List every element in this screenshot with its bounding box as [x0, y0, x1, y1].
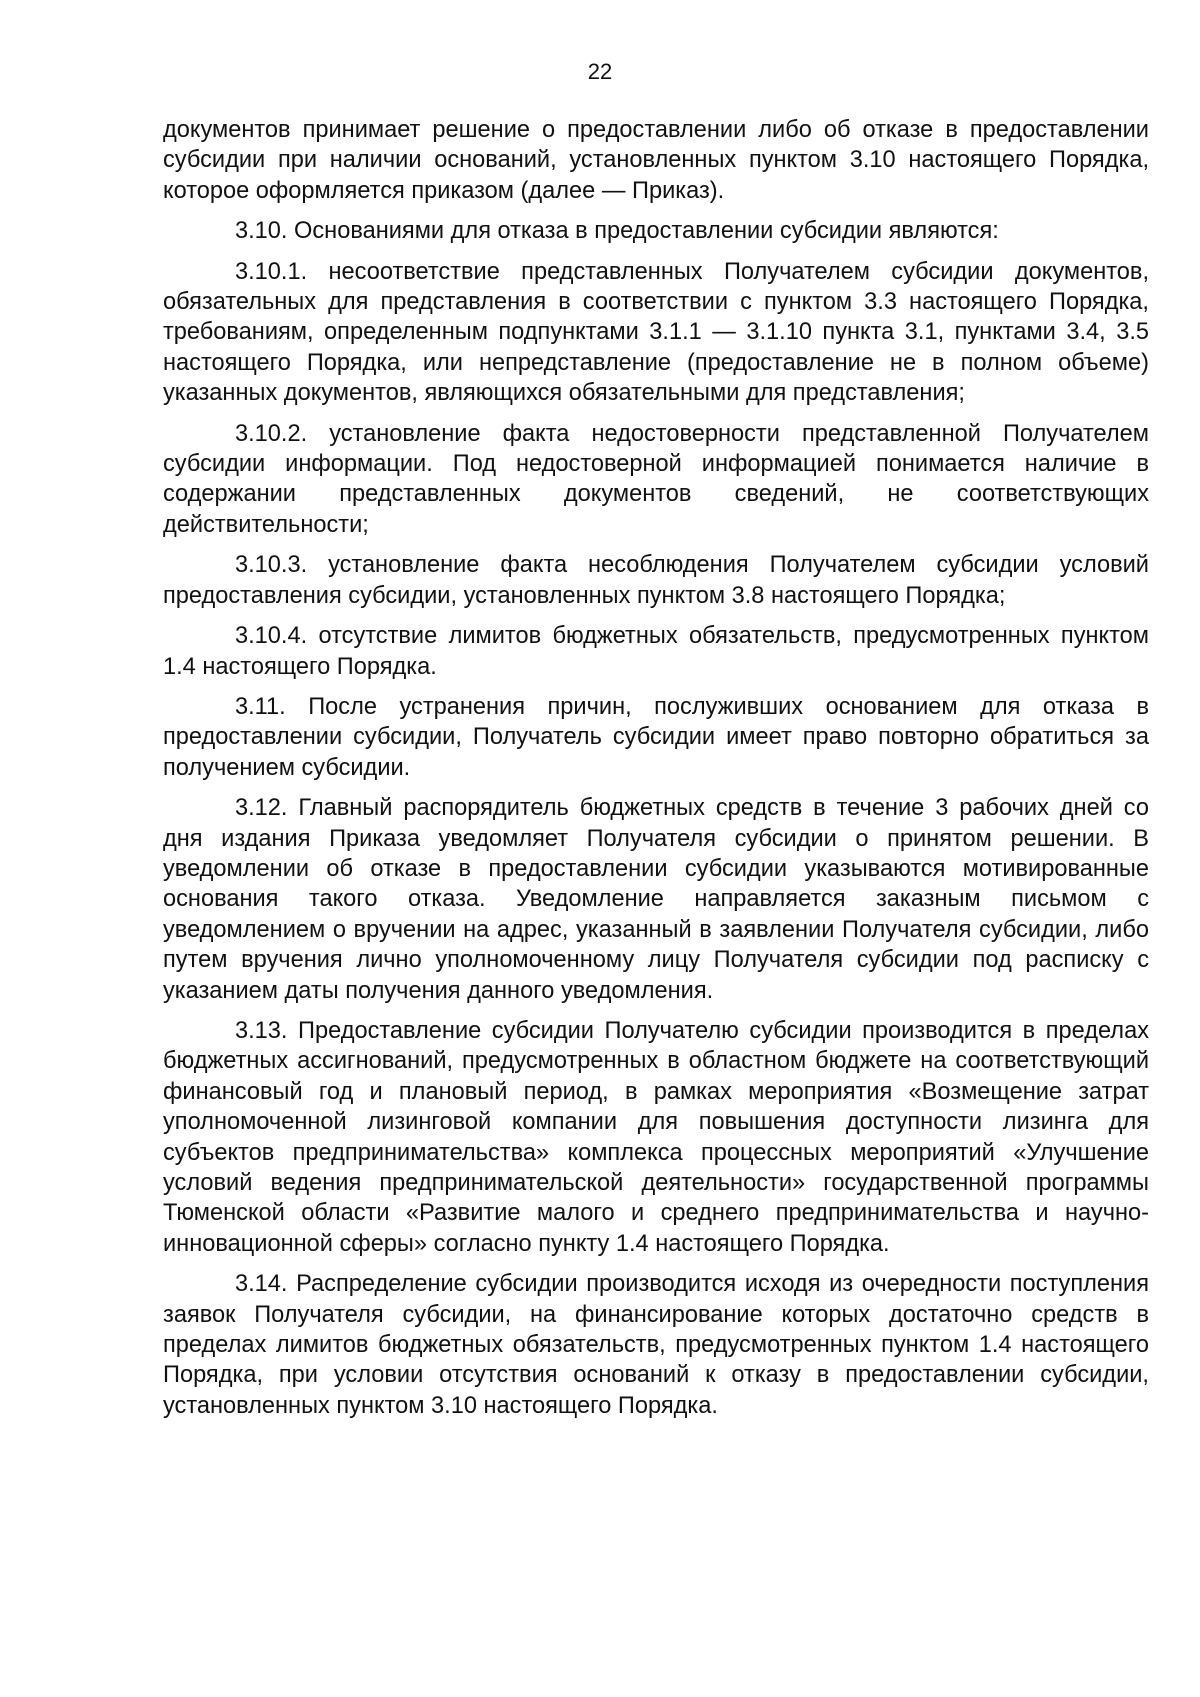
paragraph-3-10-2: 3.10.2. установление факта недостоверности представленной Получателем субсидии информации. Под недостоверной информацией понимается наличие в содержании представленных документов сведений, не соответствующих действительности;: [163, 420, 1149, 538]
paragraph-3-10-1: 3.10.1. несоответствие представленных Получателем субсидии документов, обязательных для представления в соответствии с пунктом 3.3 настоящего Порядка, требованиям, определенным подпунктами 3.1.1 — 3.1.10 пункта 3.1, пунктами 3.4, 3.5 настоящего Порядка, или непредставление (предоставление не в полном объеме) указанных документов, являющихся обязательными для представления;: [163, 258, 1149, 407]
paragraph-continuation: документов принимает решение о предоставлении либо об отказе в предоставлении субсидии при наличии оснований, установленных пунктом 3.10 настоящего Порядка, которое оформляется приказом (далее — Приказ).: [163, 117, 1149, 204]
paragraph-3-10-4: 3.10.4. отсутствие лимитов бюджетных обязательств, предусмотренных пунктом 1.4 настоящего Порядка.: [163, 623, 1149, 680]
paragraph-3-13: 3.13. Предоставление субсидии Получателю субсидии производится в пределах бюджетных ассигнований, предусмотренных в областном бюджете на соответствующий финансовый год и плановый период, в рамках мероприятия «Возмещение затрат уполномоченной лизинговой компании для повышения доступности лизинга для субъектов предпринимательства» комплекса процессных мероприятий «Улучшение условий ведения предпринимательской деятельности» государственной программы Тюменской области «Развитие малого и среднего предпринимательства и научно-инновационной сферы» согласно пункту 1.4 настоящего Порядка.: [163, 1017, 1149, 1257]
document-body: [163, 115, 1149, 1431]
paragraph-3-11: 3.11. После устранения причин, послуживших основанием для отказа в предоставлении субсидии, Получатель субсидии имеет право повторно обратиться за получением субсидии.: [163, 693, 1149, 781]
paragraph-3-10-3: 3.10.3. установление факта несоблюдения Получателем субсидии условий предоставления субсидии, установленных пунктом 3.8 настоящего Порядка;: [163, 552, 1149, 609]
paragraph-3-10: 3.10. Основаниями для отказа в предоставлении субсидии являются:: [235, 218, 999, 245]
paragraph-3-12: 3.12. Главный распорядитель бюджетных средств в течение 3 рабочих дней со дня издания Приказа уведомляет Получателя субсидии о принятом решении. В уведомлении об отказе в предоставлении субсидии указываются мотивированные основания такого отказа. Уведомление направляется заказным письмом с уведомлением о вручении на адрес, указанный в заявлении Получателя субсидии, либо путем вручения лично уполномоченному лицу Получателя субсидии под расписку с указанием даты получения данного уведомления.: [163, 795, 1149, 1004]
paragraph-3-14: 3.14. Распределение субсидии производится исходя из очередности поступления заявок Получателя субсидии, на финансирование которых достаточно средств в пределах лимитов бюджетных обязательств, предусмотренных пунктом 1.4 настоящего Порядка, при условии отсутствия оснований к отказу в предоставлении субсидии, установленных пунктом 3.10 настоящего Порядка.: [163, 1271, 1149, 1419]
page-number: 22: [587, 59, 613, 84]
